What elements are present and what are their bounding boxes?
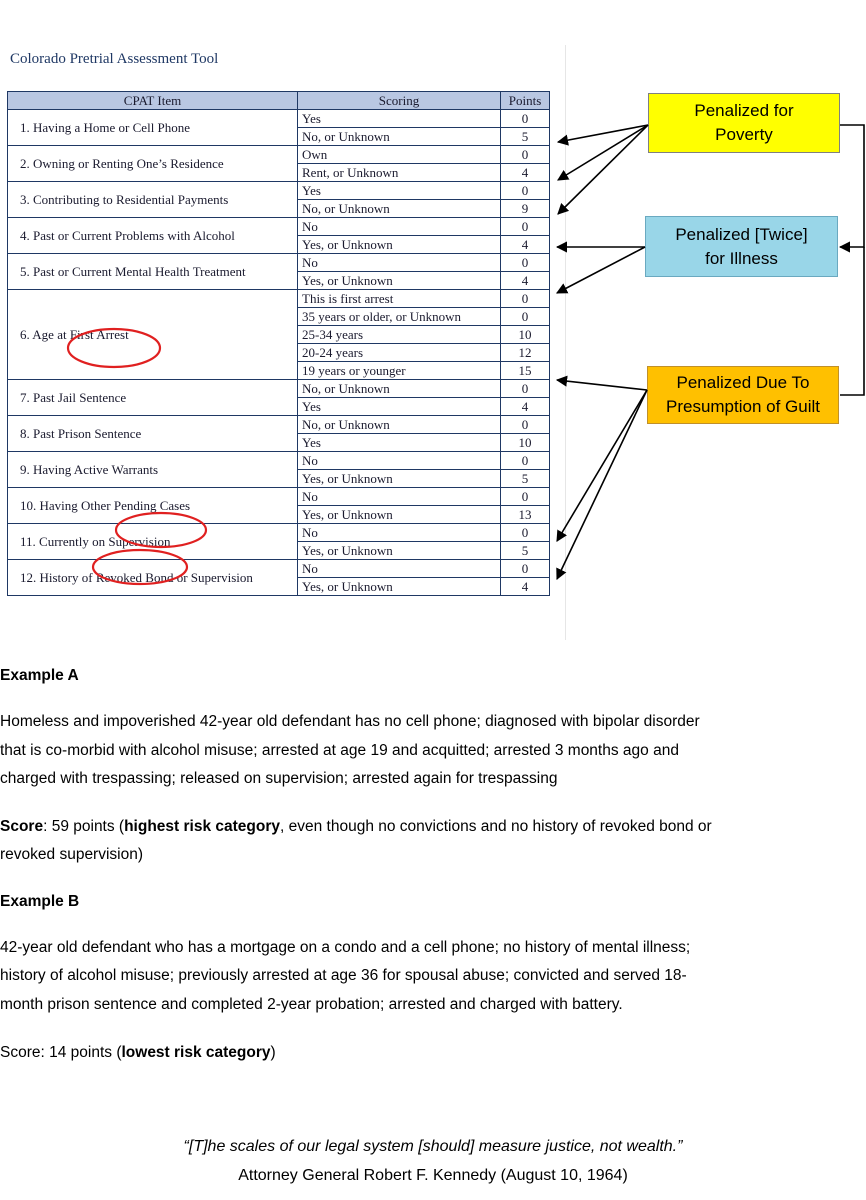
poverty-line1: Penalized for: [694, 101, 794, 120]
cpat-item-label: 3. Contributing to Residential Payments: [8, 182, 298, 218]
scoring-cell: This is first arrest: [298, 290, 501, 308]
scoring-cell: No, or Unknown: [298, 380, 501, 398]
scoring-cell: Yes, or Unknown: [298, 236, 501, 254]
scoring-cell: Yes, or Unknown: [298, 578, 501, 596]
scoring-cell: Yes: [298, 398, 501, 416]
illness-line2: for Illness: [705, 248, 778, 268]
example-a-heading: Example A: [0, 667, 79, 684]
example-a-line-1: Homeless and impoverished 42-year old defendant has no cell phone; diagnosed with bipolar disorder: [0, 713, 700, 730]
score-label: Score: [0, 818, 44, 835]
points-cell: 5: [501, 128, 550, 146]
points-cell: 9: [501, 200, 550, 218]
circle-supervision: [93, 550, 187, 584]
cpat-item-label: 8. Past Prison Sentence: [8, 416, 298, 452]
connector-poverty-to-illness: [840, 125, 864, 247]
example-b-line-3: month prison sentence and completed 2-year probation; arrested and charged with battery.: [0, 996, 623, 1013]
scoring-cell: 35 years or older, or Unknown: [298, 308, 501, 326]
score-b-close: ): [270, 1044, 276, 1061]
points-cell: 5: [501, 470, 550, 488]
cpat-item-label: 7. Past Jail Sentence: [8, 380, 298, 416]
example-a-score: [0, 813, 712, 842]
score-a-category: highest risk category: [124, 818, 281, 835]
scoring-cell: Yes: [298, 434, 501, 452]
points-cell: 0: [501, 452, 550, 470]
scoring-cell: 20-24 years: [298, 344, 501, 362]
cpat-item-label: 11. Currently on Supervision: [8, 524, 298, 560]
cpat-item-label: 10. Having Other Pending Cases: [8, 488, 298, 524]
scoring-cell: No: [298, 560, 501, 578]
score-b-category: lowest risk category: [121, 1044, 271, 1061]
score-b-text: Score: 14 points (: [0, 1044, 122, 1061]
arrow-guilt-to-supervision: [557, 390, 647, 579]
header-points: Points: [501, 92, 550, 110]
scoring-cell: 19 years or younger: [298, 362, 501, 380]
scoring-cell: No, or Unknown: [298, 416, 501, 434]
arrow-group: [557, 125, 864, 579]
example-b-line-2: history of alcohol misuse; previously arrested at age 36 for spousal abuse; convicted and served 18-: [0, 967, 687, 984]
scoring-cell: Own: [298, 146, 501, 164]
points-cell: 0: [501, 488, 550, 506]
scoring-cell: Yes, or Unknown: [298, 542, 501, 560]
points-cell: 0: [501, 218, 550, 236]
points-cell: 0: [501, 560, 550, 578]
guilt-line1: Penalized Due To: [676, 373, 810, 392]
score-a-tail: , even though no convictions and no history of revoked bond or: [280, 818, 712, 835]
example-a-line-3: charged with trespassing; released on supervision; arrested again for trespassing: [0, 770, 558, 787]
points-cell: 0: [501, 146, 550, 164]
arrow-guilt-to-first-arrest: [557, 380, 647, 390]
highlight-circles: [68, 329, 206, 584]
poverty-line2: Poverty: [715, 125, 773, 144]
example-b-line-1: 42-year old defendant who has a mortgage on a condo and a cell phone; no history of mental illness;: [0, 939, 691, 956]
cpat-item-label: 9. Having Active Warrants: [8, 452, 298, 488]
scoring-cell: No: [298, 452, 501, 470]
scoring-cell: Yes, or Unknown: [298, 272, 501, 290]
scoring-cell: No: [298, 524, 501, 542]
cpat-item-label: 6. Age at First Arrest: [8, 290, 298, 380]
points-cell: 13: [501, 506, 550, 524]
points-cell: 0: [501, 308, 550, 326]
points-cell: 15: [501, 362, 550, 380]
scoring-cell: No: [298, 254, 501, 272]
scoring-cell: Yes: [298, 182, 501, 200]
points-cell: 4: [501, 236, 550, 254]
points-cell: 10: [501, 326, 550, 344]
points-cell: 4: [501, 164, 550, 182]
illness-line1: Penalized [Twice]: [675, 224, 808, 244]
cpat-item-label: 4. Past or Current Problems with Alcohol: [8, 218, 298, 254]
scoring-cell: Rent, or Unknown: [298, 164, 501, 182]
points-cell: 0: [501, 254, 550, 272]
points-cell: 5: [501, 542, 550, 560]
scoring-cell: No: [298, 488, 501, 506]
points-cell: 10: [501, 434, 550, 452]
arrow-illness-to-mental-health: [557, 247, 645, 293]
arrow-guilt-to-pending-cases: [557, 390, 647, 541]
points-cell: 0: [501, 290, 550, 308]
arrow-poverty-to-payments: [558, 125, 648, 214]
points-cell: 0: [501, 524, 550, 542]
scoring-cell: No, or Unknown: [298, 200, 501, 218]
scoring-cell: Yes, or Unknown: [298, 470, 501, 488]
guilt-line2: Presumption of Guilt: [665, 397, 820, 416]
example-b-score: [0, 1039, 276, 1068]
circle-first-arrest: [68, 329, 160, 367]
quote-text: “[T]he scales of our legal system [should] measure justice, not wealth.”: [183, 1138, 683, 1155]
points-cell: 12: [501, 344, 550, 362]
table-title: Colorado Pretrial Assessment Tool: [10, 51, 219, 67]
points-cell: 0: [501, 416, 550, 434]
scoring-cell: No: [298, 218, 501, 236]
example-b-heading: Example B: [0, 893, 80, 910]
header-scoring: Scoring: [298, 92, 501, 110]
scoring-cell: No, or Unknown: [298, 128, 501, 146]
quote-block: [0, 1132, 866, 1190]
header-cpat-item: CPAT Item: [8, 92, 298, 110]
scoring-cell: Yes, or Unknown: [298, 506, 501, 524]
connector-guilt-to-illness: [840, 247, 864, 395]
scoring-cell: 25-34 years: [298, 326, 501, 344]
points-cell: 0: [501, 110, 550, 128]
points-cell: 0: [501, 380, 550, 398]
cpat-item-label: 5. Past or Current Mental Health Treatment: [8, 254, 298, 290]
scoring-cell: Yes: [298, 110, 501, 128]
points-cell: 4: [501, 578, 550, 596]
cpat-item-label: 12. History of Revoked Bond or Supervision: [8, 560, 298, 596]
cpat-item-label: 1. Having a Home or Cell Phone: [8, 110, 298, 146]
score-a-text: : 59 points (: [43, 818, 125, 835]
example-a-line-2: that is co-morbid with alcohol misuse; arrested at age 19 and acquitted; arrested 3 months ago and: [0, 742, 679, 759]
points-cell: 0: [501, 182, 550, 200]
quote-attribution: Attorney General Robert F. Kennedy (August 10, 1964): [238, 1167, 628, 1184]
points-cell: 4: [501, 398, 550, 416]
points-cell: 4: [501, 272, 550, 290]
circle-pending-cases: [116, 513, 206, 547]
cpat-item-label: 2. Owning or Renting One’s Residence: [8, 146, 298, 182]
example-a-score-line-2: revoked supervision): [0, 846, 144, 863]
